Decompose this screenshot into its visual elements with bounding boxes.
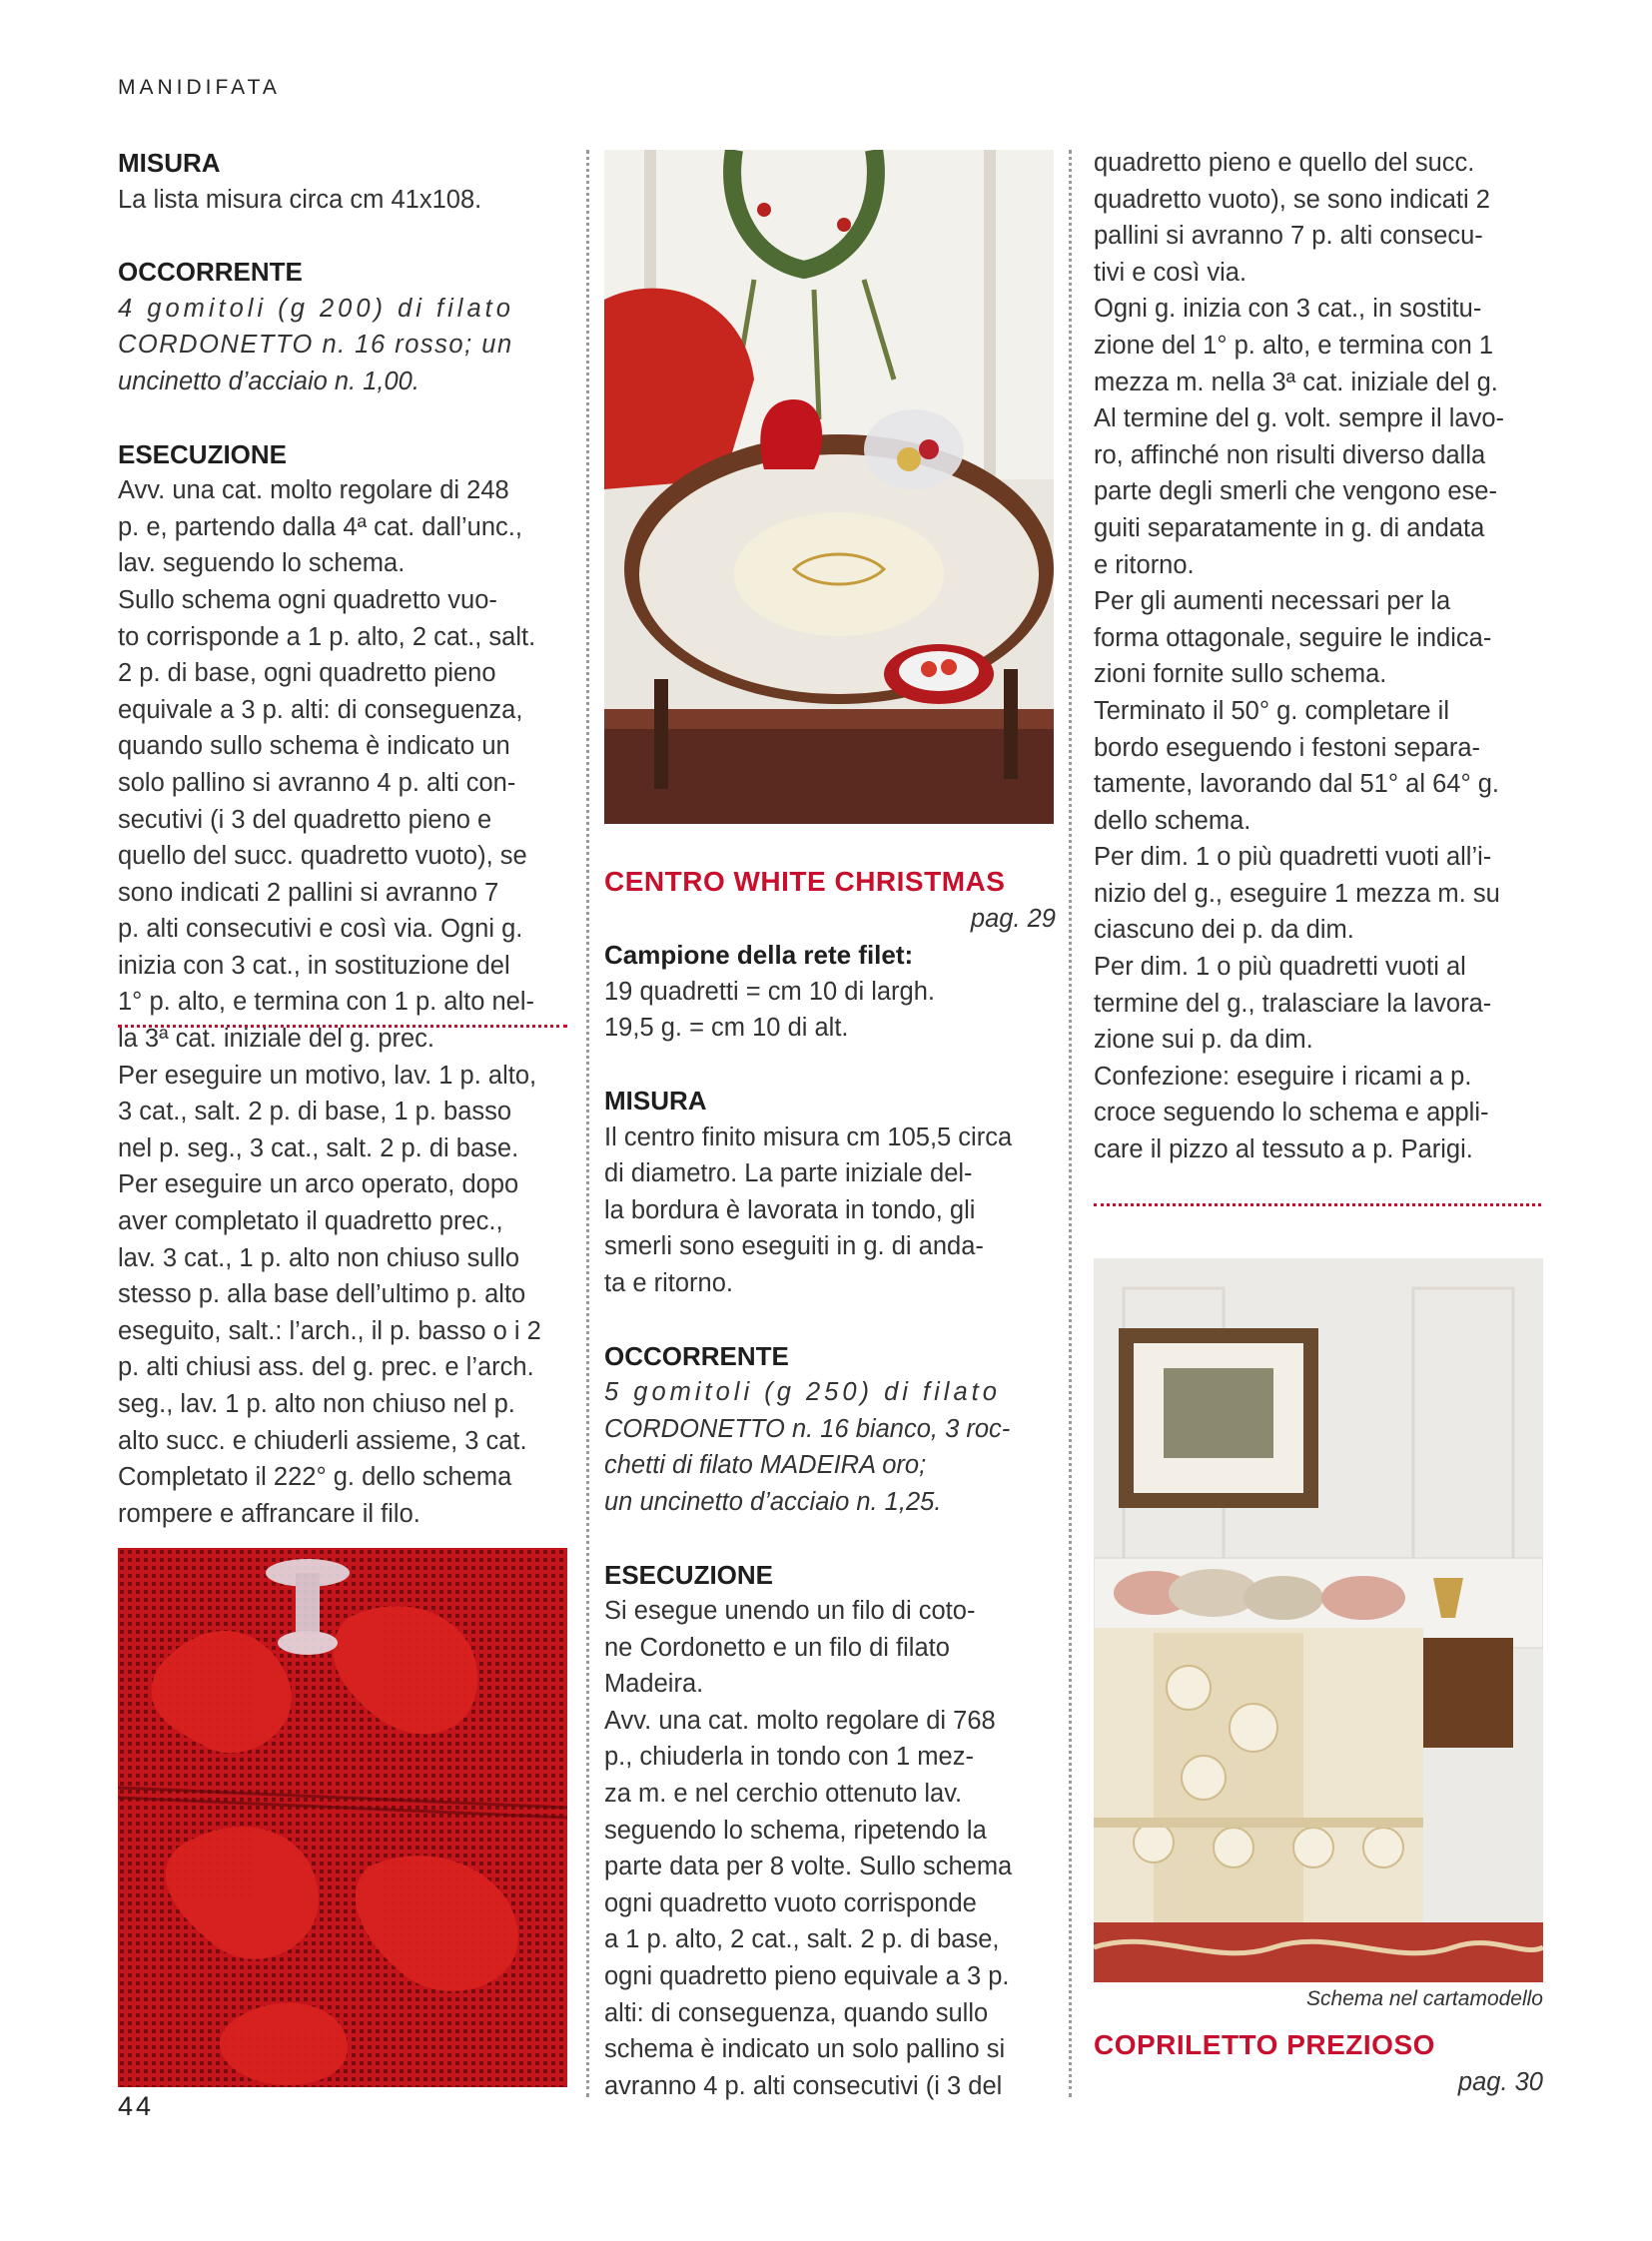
text-line: Per dim. 1 o più quadretti vuoti al [1094, 953, 1466, 982]
text-line: Completato il 222° g. dello schema [118, 1463, 512, 1492]
text-line: la 3ª cat. iniziale del g. prec. [118, 1025, 435, 1054]
column-2 [604, 864, 1056, 2104]
magazine-name: MANIDIFATA [118, 76, 281, 99]
text-line: Per gli aumenti necessari per la [1094, 587, 1451, 616]
text-line: 1° p. alto, e termina con 1 p. alto nel- [118, 988, 535, 1017]
text-line: guiti separatamente in g. di andata [1094, 513, 1485, 542]
bedroom-illustration [1094, 1258, 1543, 1982]
misura-text: La lista misura circa cm 41x108. [118, 185, 482, 214]
text-line: Per dim. 1 o più quadretti vuoti all’i- [1094, 843, 1492, 872]
photo-centro-white-christmas [604, 150, 1054, 824]
text-line: 2 p. di base, ogni quadretto pieno [118, 659, 496, 688]
text-line: p. alti chiusi ass. del g. prec. e l’arch. [118, 1353, 534, 1382]
text-line: Madeira. [604, 1670, 704, 1699]
text-line: ogni quadretto vuoto corrisponde [604, 1888, 977, 1917]
occorrente-line: CORDONETTO n. 16 bianco, 3 roc- [604, 1414, 1011, 1443]
text-line: secutivi (i 3 del quadretto pieno e [118, 805, 492, 834]
misura-heading: MISURA [604, 1085, 707, 1116]
text-line: p., chiuderla in tondo con 1 mez- [604, 1743, 974, 1772]
red-runner-illustration [118, 1548, 567, 2087]
text-line: avranno 4 p. alti consecutivi (i 3 del [604, 2071, 1003, 2100]
occorrente-heading: OCCORRENTE [118, 257, 303, 288]
text-line: a 1 p. alto, 2 cat., salt. 2 p. di base, [604, 1925, 1000, 1954]
esecuzione-heading: ESECUZIONE [604, 1559, 774, 1590]
page-reference: pag. 29 [970, 904, 1056, 933]
project-title: COPRILETTO PREZIOSO [1094, 2029, 1435, 2060]
text-line: eseguito, salt.: l’arch., il p. basso o i 2 [118, 1316, 541, 1345]
page-number: 44 [118, 2091, 155, 2121]
dotted-divider [1094, 1203, 1541, 1206]
text-line: nel p. seg., 3 cat., salt. 2 p. di base. [118, 1133, 519, 1162]
esecuzione-text [118, 472, 567, 1532]
column-divider-left [586, 150, 589, 2097]
text-line: Sullo schema ogni quadretto vuo- [118, 585, 497, 614]
column-3 [1094, 145, 1543, 1168]
text-line: Terminato il 50° g. completare il [1094, 696, 1450, 725]
text-line: Si esegue unendo un filo di coto- [604, 1597, 976, 1626]
text-line: zione del 1° p. alto, e termina con 1 [1094, 331, 1494, 360]
esecuzione-text [604, 1593, 1056, 2104]
text-line: dello schema. [1094, 806, 1251, 835]
occorrente-line: uncinetto d’acciaio n. 1,00. [118, 367, 419, 395]
text-line: schema è indicato un solo pallino si [604, 2035, 1006, 2064]
occorrente-line: CORDONETTO n. 16 rosso; un [118, 331, 513, 360]
text-line: ogni quadretto pieno equivale a 3 p. [604, 1962, 1010, 1991]
continuation-text [1094, 145, 1543, 1168]
misura-heading: MISURA [118, 148, 221, 178]
text-line: Per eseguire un motivo, lav. 1 p. alto, [118, 1061, 537, 1090]
text-line: Per eseguire un arco operato, dopo [118, 1170, 519, 1199]
text-line: mezza m. nella 3ª cat. iniziale del g. [1094, 368, 1498, 396]
text-line: equivale a 3 p. alti: di conseguenza, [118, 695, 523, 724]
photo-caption: Schema nel cartamodello [1306, 1987, 1543, 2010]
project-title: CENTRO WHITE CHRISTMAS [604, 866, 1006, 897]
text-line: seg., lav. 1 p. alto non chiuso nel p. [118, 1390, 515, 1418]
occorrente-line: 4 gomitoli (g 200) di filato [118, 294, 514, 323]
text-line: quadretto vuoto), se sono indicati 2 [1094, 185, 1490, 214]
text-line: croce seguendo lo schema e appli- [1094, 1099, 1489, 1127]
text-line: p. alti consecutivi e così via. Ogni g. [118, 915, 523, 944]
text-line: to corrisponde a 1 p. alto, 2 cat., salt. [118, 622, 536, 651]
text-line: p. e, partendo dalla 4ª cat. dall’unc., [118, 512, 522, 541]
text-line: lav. seguendo lo schema. [118, 549, 406, 578]
text-line: quadretto pieno e quello del succ. [1094, 149, 1475, 177]
text-line: Confezione: eseguire i ricami a p. [1094, 1062, 1472, 1091]
text-line: care il pizzo al tessuto a p. Parigi. [1094, 1135, 1473, 1164]
text-line: forma ottagonale, seguire le indica- [1094, 623, 1492, 652]
misura-line: di diametro. La parte iniziale del- [604, 1159, 973, 1188]
text-line: termine del g., tralasciare la lavora- [1094, 989, 1492, 1018]
text-line: sono indicati 2 pallini si avranno 7 [118, 878, 499, 907]
dotted-divider [118, 1025, 567, 1028]
page-reference: pag. 30 [1457, 2068, 1543, 2096]
text-line: Avv. una cat. molto regolare di 768 [604, 1706, 996, 1735]
text-line: pallini si avranno 7 p. alti consecu- [1094, 222, 1483, 251]
occorrente-line: chetti di filato MADEIRA oro; [604, 1451, 927, 1480]
esecuzione-heading: ESECUZIONE [118, 438, 288, 469]
campione-line: 19,5 g. = cm 10 di alt. [604, 1014, 849, 1043]
text-line: tamente, lavorando dal 51° al 64° g. [1094, 770, 1499, 799]
text-line: bordo eseguendo i festoni separa- [1094, 733, 1481, 762]
text-line: za m. e nel cerchio ottenuto lav. [604, 1780, 963, 1809]
text-line: alti: di conseguenza, quando sullo [604, 1998, 989, 2027]
text-line: stesso p. alla base dell’ultimo p. alto [118, 1280, 526, 1309]
text-line: Al termine del g. volt. sempre il lavo- [1094, 404, 1504, 433]
campione-line: 19 quadretti = cm 10 di largh. [604, 977, 935, 1006]
photo-copriletto [1094, 1258, 1543, 1982]
text-line: ro, affinché non risulti diverso dalla [1094, 440, 1486, 469]
text-line: e ritorno. [1094, 550, 1195, 579]
text-line: quando sullo schema è indicato un [118, 732, 510, 761]
text-line: 3 cat., salt. 2 p. di base, 1 p. basso [118, 1098, 512, 1126]
text-line: inizia con 3 cat., in sostituzione del [118, 951, 510, 980]
text-line: parte degli smerli che vengono ese- [1094, 477, 1497, 506]
misura-line: smerli sono eseguiti in g. di anda- [604, 1232, 984, 1261]
photo-red-filet-runner [118, 1548, 567, 2087]
column-1 [118, 145, 567, 1532]
text-line: Ogni g. inizia con 3 cat., in sostitu- [1094, 295, 1482, 324]
text-line: parte data per 8 volte. Sullo schema [604, 1853, 1013, 1881]
table-illustration [604, 150, 1054, 824]
text-line: lav. 3 cat., 1 p. alto non chiuso sullo [118, 1243, 520, 1272]
text-line: Avv. una cat. molto regolare di 248 [118, 476, 509, 505]
campione-heading: Campione della rete filet: [604, 940, 914, 971]
text-line: seguendo lo schema, ripetendo la [604, 1816, 987, 1845]
misura-line: la bordura è lavorata in tondo, gli [604, 1195, 976, 1224]
text-line: ciascuno dei p. da dim. [1094, 916, 1354, 945]
text-line: rompere e affrancare il filo. [118, 1499, 420, 1528]
text-line: nizio del g., eseguire 1 mezza m. su [1094, 879, 1500, 908]
occorrente-line: un uncinetto d’acciaio n. 1,25. [604, 1487, 942, 1516]
text-line: ne Cordonetto e un filo di filato [604, 1633, 950, 1662]
text-line: zione sui p. da dim. [1094, 1026, 1313, 1055]
text-line: tivi e così via. [1094, 258, 1247, 287]
column-divider-right [1069, 150, 1072, 2097]
text-line: aver completato il quadretto prec., [118, 1207, 503, 1236]
misura-line: ta e ritorno. [604, 1268, 733, 1297]
text-line: quello del succ. quadretto vuoto), se [118, 842, 527, 871]
text-line: solo pallino si avranno 4 p. alti con- [118, 768, 516, 797]
misura-line: Il centro finito misura cm 105,5 circa [604, 1122, 1013, 1151]
text-line: zioni fornite sullo schema. [1094, 660, 1387, 689]
occorrente-heading: OCCORRENTE [604, 1340, 789, 1371]
occorrente-line: 5 gomitoli (g 250) di filato [604, 1378, 1001, 1407]
text-line: alto succ. e chiuderli assieme, 3 cat. [118, 1426, 527, 1455]
